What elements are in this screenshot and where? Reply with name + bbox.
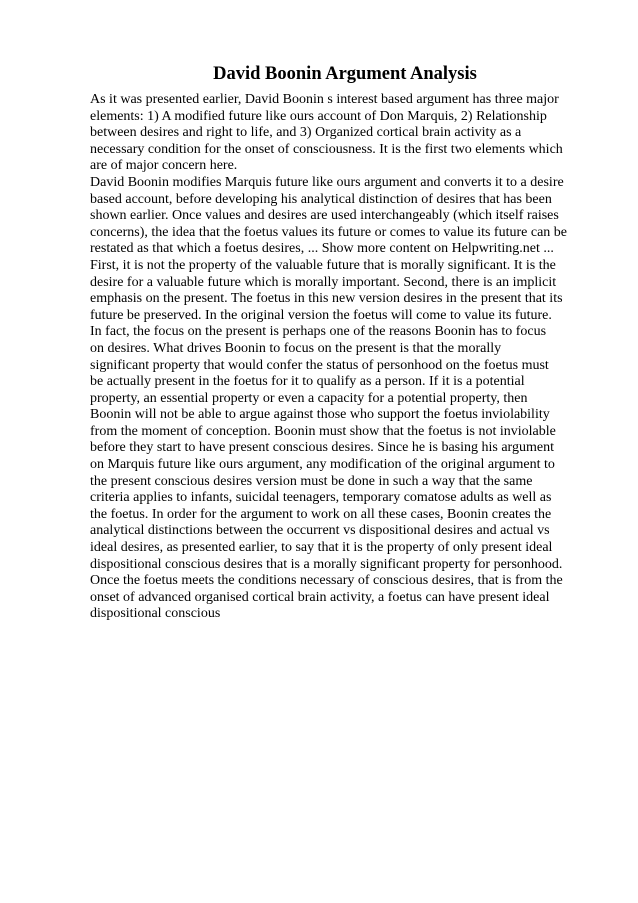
- body-line: David Boonin modifies Marquis future like ours argument and converts it to a desire: [90, 174, 564, 190]
- body-line: be actually present in the foetus for it to qualify as a person. If it is a potential: [90, 374, 525, 390]
- body-line: property, an essential property or even a capacity for a potential property, then: [90, 390, 528, 406]
- body-line: dispositional conscious desires that is a morally significant property for personhood.: [90, 556, 563, 572]
- body-line: before they start to have present conscious desires. Since he is basing his argument: [90, 440, 554, 456]
- body-line: necessary condition for the onset of consciousness. It is the first two elements which: [90, 141, 563, 157]
- body-line: criteria applies to infants, suicidal teenagers, temporary comatose adults as well as: [90, 490, 552, 506]
- body-line: desire for a valuable future which is morally important. Second, there is an implicit: [90, 274, 557, 290]
- body-line: shown earlier. Once values and desires are used interchangeably (which itself raises: [90, 208, 559, 224]
- body-line: the present conscious desires version must be done in such a way that the same: [90, 473, 533, 489]
- document-page: [90, 62, 600, 623]
- document-title: David Boonin Argument Analysis: [213, 64, 477, 84]
- body-line: Boonin will not be able to argue against those who support the foetus inviolability: [90, 407, 550, 423]
- body-line: on Marquis future like ours argument, any modification of the original argument to: [90, 457, 555, 473]
- body-line: are of major concern here.: [90, 158, 238, 174]
- body-line: onset of advanced organised cortical brain activity, a foetus can have present ideal: [90, 589, 550, 605]
- body-line: Once the foetus meets the conditions necessary of conscious desires, that is from the: [90, 573, 563, 589]
- body-line: concerns), the idea that the foetus values its future or comes to value its future can be: [90, 224, 567, 240]
- body-line: restated as that which a foetus desires, ... Show more content on Helpwriting.net ...: [90, 241, 554, 257]
- body-line: emphasis on the present. The foetus in this new version desires in the present that its: [90, 291, 563, 307]
- body-line: based account, before developing his analytical distinction of desires that has been: [90, 191, 552, 207]
- body-line: In fact, the focus on the present is perhaps one of the reasons Boonin has to focus: [90, 324, 547, 340]
- body-line: ideal desires, as presented earlier, to say that it is the property of only present ideal: [90, 540, 553, 556]
- body-line: between desires and right to life, and 3) Organized cortical brain activity as a: [90, 125, 522, 141]
- body-line: analytical distinctions between the occurrent vs dispositional desires and actual vs: [90, 523, 550, 539]
- body-line: dispositional conscious: [90, 606, 221, 622]
- body-line: the foetus. In order for the argument to work on all these cases, Boonin creates the: [90, 506, 552, 522]
- document-body: [90, 92, 600, 623]
- body-line: As it was presented earlier, David Boonin s interest based argument has three major: [90, 92, 559, 107]
- body-line: First, it is not the property of the valuable future that is morally significant. It is the: [90, 257, 556, 273]
- body-line: elements: 1) A modified future like ours account of Don Marquis, 2) Relationship: [90, 108, 547, 124]
- body-line: significant property that would confer the status of personhood on the foetus must: [90, 357, 549, 373]
- body-line: from the moment of conception. Boonin must show that the foetus is not inviolable: [90, 423, 556, 439]
- body-line: future be preserved. In the original version the foetus will come to value its future.: [90, 307, 552, 323]
- body-line: on desires. What drives Boonin to focus on the present is that the morally: [90, 340, 502, 356]
